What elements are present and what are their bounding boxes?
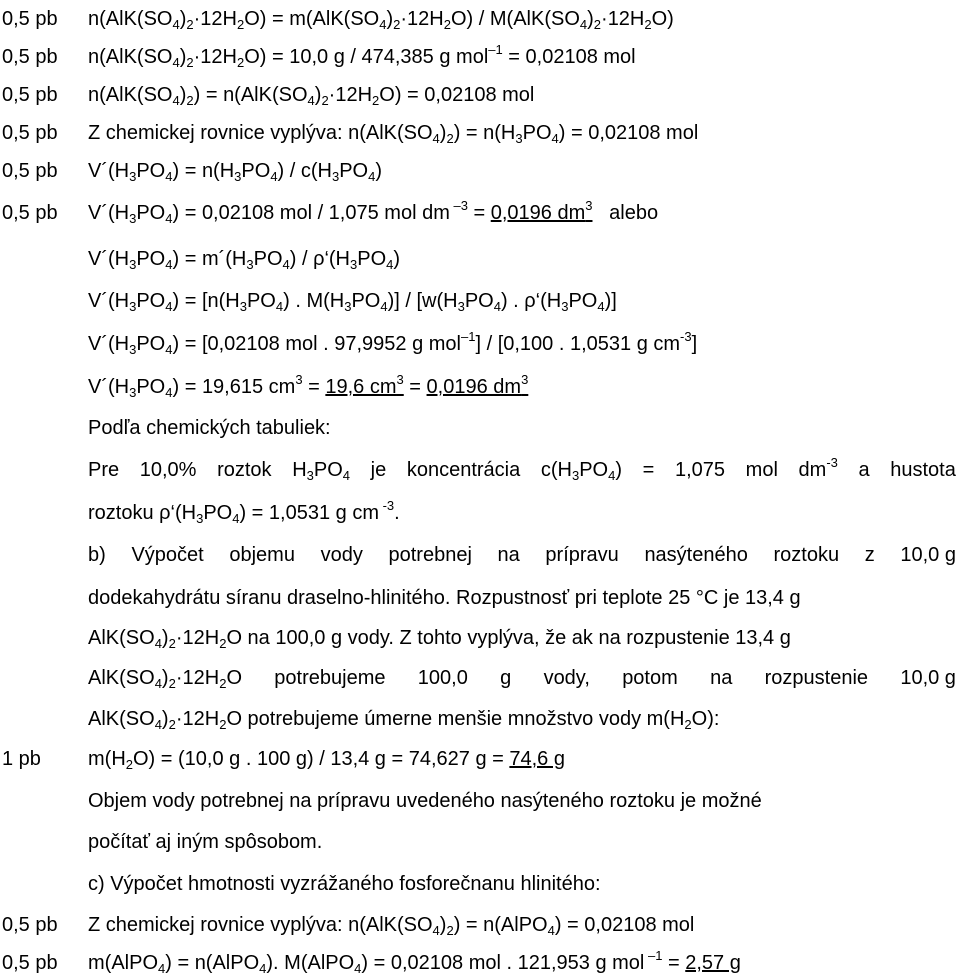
text: počítať aj iným spôsobom. xyxy=(88,831,323,853)
justified-text: Pre 10,0% roztok $H_3PO_4$ je koncentrácia $c(H_3PO_4)$ = 1,075 mol $dm^{-3}$ a hustota xyxy=(88,455,956,483)
n-result: = 0,02108 mol xyxy=(502,46,636,68)
line-19 xyxy=(0,744,960,774)
equation: Z chemickej rovnice vyplýva: $n(AlK(SO_4)_2) = n(H_3PO_4) = 0,02108$ mol xyxy=(88,122,699,146)
points-label: 0,5 pb xyxy=(2,952,58,974)
line-22 xyxy=(0,869,960,899)
alebo-word: alebo xyxy=(609,202,659,224)
line-17 xyxy=(0,663,960,693)
line-12 xyxy=(0,455,960,485)
equation: Z chemickej rovnice vyplýva: $n(AlK(SO_4)_2)$ = n(AlPO$_4$) = 0,02108 mol xyxy=(88,914,695,938)
justified-text: b) Výpočet objemu vody potrebnej na prípravu nasýteného roztoku z 10,0 g xyxy=(88,544,956,566)
line-5 xyxy=(0,156,960,186)
line-11 xyxy=(0,413,960,443)
equation: $n(AlK(SO_4)_2) = n(AlK(SO_4)_2\cdot 12H_2O) = 0,02108$ mol xyxy=(88,84,535,108)
points-label: 0,5 pb xyxy=(2,84,58,106)
n-value: 0,02108 mol xyxy=(588,122,699,144)
points-label: 0,5 pb xyxy=(2,8,58,30)
points-label: 1 pb xyxy=(2,748,41,770)
line-10 xyxy=(0,372,960,402)
justified-text: $AlK(SO_4)_2\cdot 12H_2O$ potrebujeme 100,0 g vody, potom na rozpustenie 10,0 g xyxy=(88,667,956,691)
text: Podľa chemických tabuliek: xyxy=(88,417,331,439)
equation: $V´(H_3PO_4)$ = $m´(H_3PO_4)$ / $\rho‘(H_3PO_4)$ xyxy=(88,248,401,272)
z-chem-text: Z chemickej rovnice vyplýva: n(AlK(SO xyxy=(88,122,433,144)
section-heading: c) Výpočet hmotnosti vyzrážaného fosforečnanu hlinitého: xyxy=(88,873,601,895)
water-mass-result: 74,6 g xyxy=(509,748,565,770)
n-value: 0,02108 mol xyxy=(424,84,535,106)
line-18 xyxy=(0,704,960,734)
text: dodekahydrátu síranu draselno-hlinitého. Rozpustnosť pri teplote 25 °C je 13,4 g xyxy=(88,587,801,609)
text: Objem vody potrebnej na prípravu uvedeného nasýteného roztoku je možné xyxy=(88,790,762,812)
line-4 xyxy=(0,118,960,148)
line-24 xyxy=(0,948,960,978)
line-3 xyxy=(0,80,960,110)
equation: m(AlPO$_4$) = n(AlPO$_4$). M(AlPO$_4$) = 0,02108 mol . 121,953 g mol $^{-1}$ = 2,57 g xyxy=(88,948,741,976)
line-2 xyxy=(0,42,960,72)
line-13 xyxy=(0,498,960,528)
points-label: 0,5 pb xyxy=(2,46,58,68)
line-9 xyxy=(0,329,960,359)
line-16 xyxy=(0,623,960,653)
equation: $V´(H_3PO_4) = n(H_3PO_4) / c(H_3PO_4)$ xyxy=(88,160,383,184)
line-7 xyxy=(0,244,960,274)
equation: $V´(H_3PO_4) = [n(H_3PO_4)$ . $M(H_3PO_4)] / [w(H_3PO_4)$ . $\rho‘(H_3PO_4)$] xyxy=(88,290,617,314)
line-1 xyxy=(0,4,960,34)
points-label: 0,5 pb xyxy=(2,202,58,224)
final-result: 2,57 g xyxy=(685,952,741,974)
equation: $m(H_2O) = (10,0$ g . 100 g) / 13,4 g = 74,627 g = 74,6 g xyxy=(88,748,565,772)
equation: $V´(H_3PO_4) = [0,02108$ mol . 97,9952 g mol$^{-1}$] / [0,100 . 1,0531 g $cm^{-3}$] xyxy=(88,329,698,357)
line-6 xyxy=(0,198,960,228)
text: roztoku $\rho‘(H_3PO_4) = 1,0531$ g cm $^{-3}$. xyxy=(88,498,400,526)
text: $AlK(SO_4)_2\cdot 12H_2O$ na 100,0 g vody. Z tohto vyplýva, že ak na rozpustenie 13,4 g xyxy=(88,627,791,651)
points-label: 0,5 pb xyxy=(2,122,58,144)
equation: $n(AlK(SO_4)_2\cdot 12H_2O) = m(AlK(SO_4)_2\cdot 12H_2O) / M(AlK(SO_4)_2\cdot 12H_2O)$ xyxy=(88,8,674,32)
volume-calc: 0,02108 mol / 1,075 mol dm xyxy=(201,202,450,224)
line-23 xyxy=(0,910,960,940)
equation: $V´(H_3PO_4) = 19,615$ $cm^3 = 19,6$ $cm^3 = 0,0196$ $dm^3$ xyxy=(88,372,529,400)
line-15 xyxy=(0,583,960,613)
line-20 xyxy=(0,786,960,816)
equation: $V´(H_3PO_4) = 0,02108$ mol / 1,075 mol dm $^{-3}$ = 0,0196 $dm^3$ alebo xyxy=(88,198,659,226)
points-label: 0,5 pb xyxy=(2,160,58,182)
equation: $n(AlK(SO_4)_2\cdot 12H_2O) = 10,0$ g / 474,385 g mol$^{-1}$ = 0,02108 mol xyxy=(88,42,636,70)
volume-dm3: 0,0196 $dm^3$ xyxy=(426,372,529,398)
text: $AlK(SO_4)_2\cdot 12H_2O$ potrebujeme úmerne menšie množstvo vody $m(H_2O)$: xyxy=(88,708,720,732)
line-14 xyxy=(0,540,960,570)
points-label: 0,5 pb xyxy=(2,914,58,936)
line-21 xyxy=(0,827,960,857)
line-8 xyxy=(0,286,960,316)
rounded-volume: 19,6 $cm^3$ xyxy=(325,372,404,398)
molar-mass-value: 10,0 g / 474,385 g mol xyxy=(289,46,489,68)
volume-result: 0,0196 $dm^3$ xyxy=(490,198,593,224)
